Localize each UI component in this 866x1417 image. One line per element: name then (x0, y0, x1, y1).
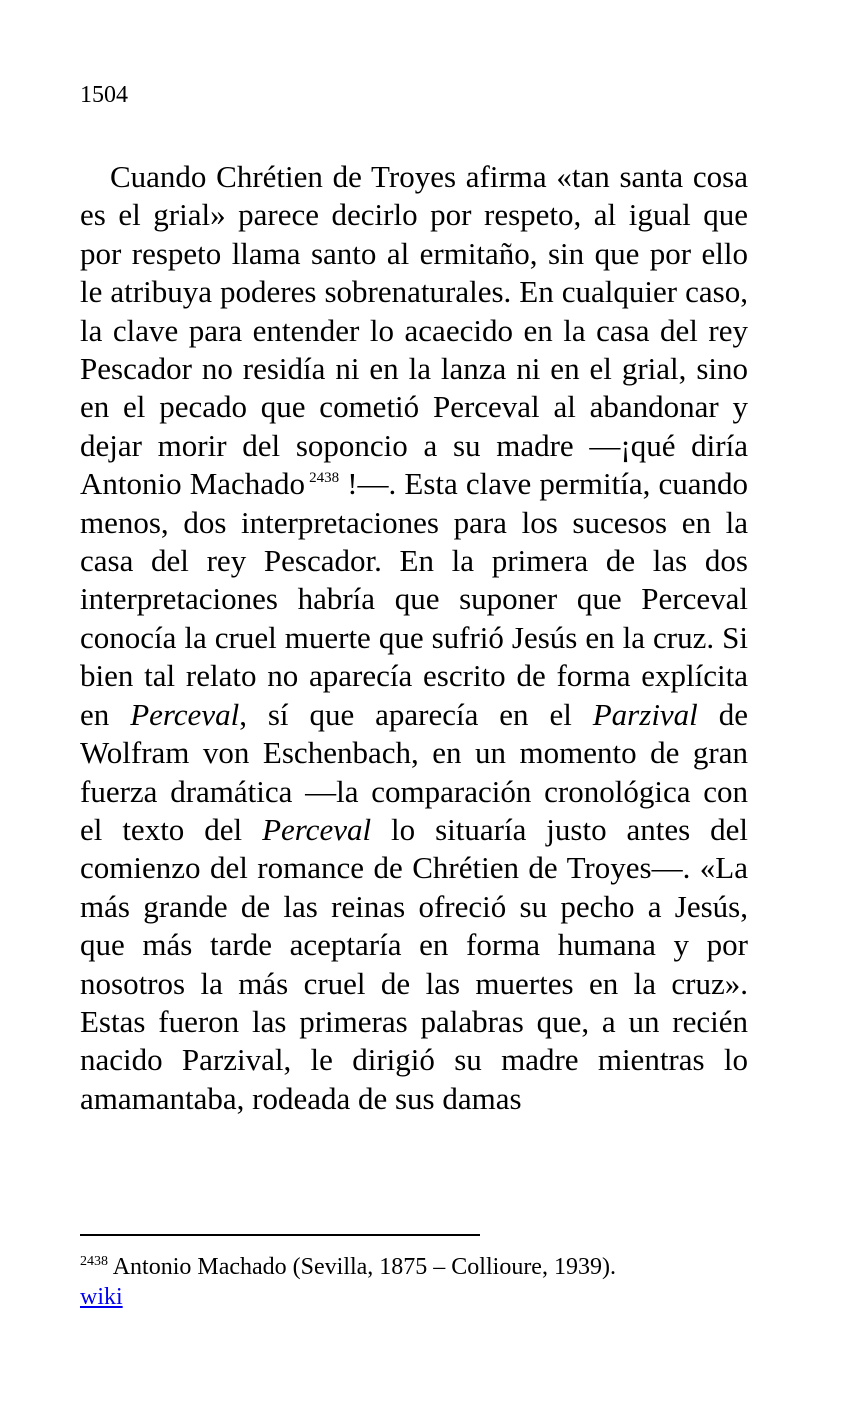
italic-title-parzival: Parzival (592, 696, 698, 732)
paragraph-text-3: , sí que aparecía en el (239, 696, 572, 732)
footnote-divider (80, 1234, 480, 1236)
wiki-link[interactable]: wiki (80, 1284, 123, 1310)
footnote (80, 1252, 780, 1312)
paragraph-text-4: de Wolfram von Eschenbach, en un momento de gran fuerza dramática —la comparación cronológica con el texto del (80, 696, 748, 847)
paragraph-text-5: lo situaría justo antes del comienzo del romance de Chrétien de Troyes—. «La más grande de las reinas ofreció su pecho a Jesús, que más tarde aceptaría en forma humana y por nosotros la más cruel de las muertes en la cruz». Estas fueron las primeras palabras que, a un recién nacido Parzival, le dirigió su madre mientras lo amamantaba, rodeada de sus damas (80, 811, 749, 1116)
body-paragraph (80, 158, 748, 1118)
footnote-number: 2438 (80, 1254, 108, 1269)
footnote-reference: 2438 (309, 470, 340, 487)
paragraph-text-1: Cuando Chrétien de Troyes afirma «tan santa cosa es el grial» parece decirlo por respeto, al igual que por respeto llama santo al ermitaño, sin que por ello le atribuya poderes sobrenaturales. En cualquier caso, la clave para entender lo acaecido en la casa del rey Pescador no residía ni en la lanza ni en el grial, sino en el pecado que cometió Perceval al abandonar y dejar morir del soponcio a su madre —¡qué diría Antonio Machado (80, 159, 748, 502)
paragraph-text-2: !—. Esta clave permitía, cuando menos, dos interpretaciones para los sucesos en la casa del rey Pescador. En la primera de las dos interpretaciones habría que suponer que Perceval conocía la cruel muerte que sufrió Jesús en la cruz. Si bien tal relato no aparecía escrito de forma explícita en (80, 466, 748, 732)
italic-title-perceval-2: Perceval (262, 811, 372, 847)
footnote-text: Antonio Machado (Sevilla, 1875 – Collioure, 1939). (112, 1254, 616, 1280)
page-number: 1504 (80, 82, 128, 108)
italic-title-perceval: Perceval (130, 696, 240, 732)
